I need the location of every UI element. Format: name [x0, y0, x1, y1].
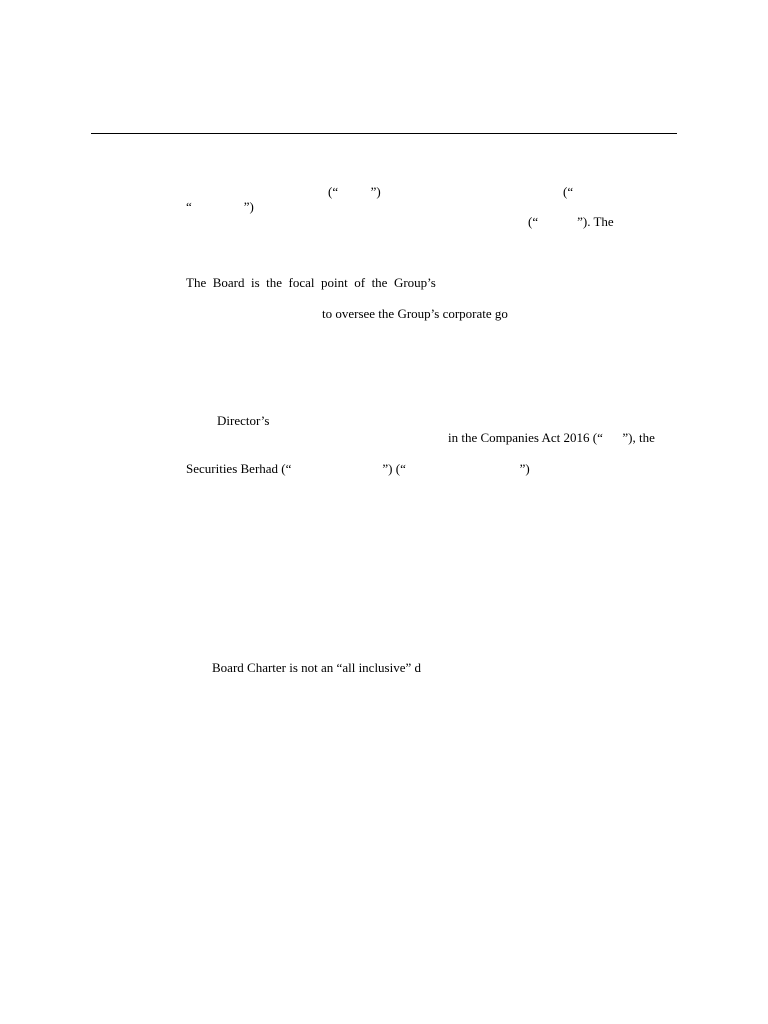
- text-fragment: Board Charter is not an “all inclusive” d: [212, 660, 422, 675]
- text-fragment: (“: [563, 184, 574, 199]
- text-fragment: The Board is the focal point of the Group’s: [186, 275, 436, 290]
- text-fragment: Director’s: [217, 413, 270, 428]
- text-fragment: to oversee the Group’s corporate go: [322, 306, 508, 321]
- text-fragment: Securities Berhad (“ ”) (“ ”): [186, 461, 530, 476]
- text-fragment: “ ”): [186, 199, 254, 214]
- text-fragment: in the Companies Act 2016 (“ ”), the: [448, 430, 655, 445]
- text-fragment: (“ ”). The: [528, 214, 614, 229]
- header-rule: [91, 133, 677, 134]
- text-fragment: (“ ”): [328, 184, 381, 199]
